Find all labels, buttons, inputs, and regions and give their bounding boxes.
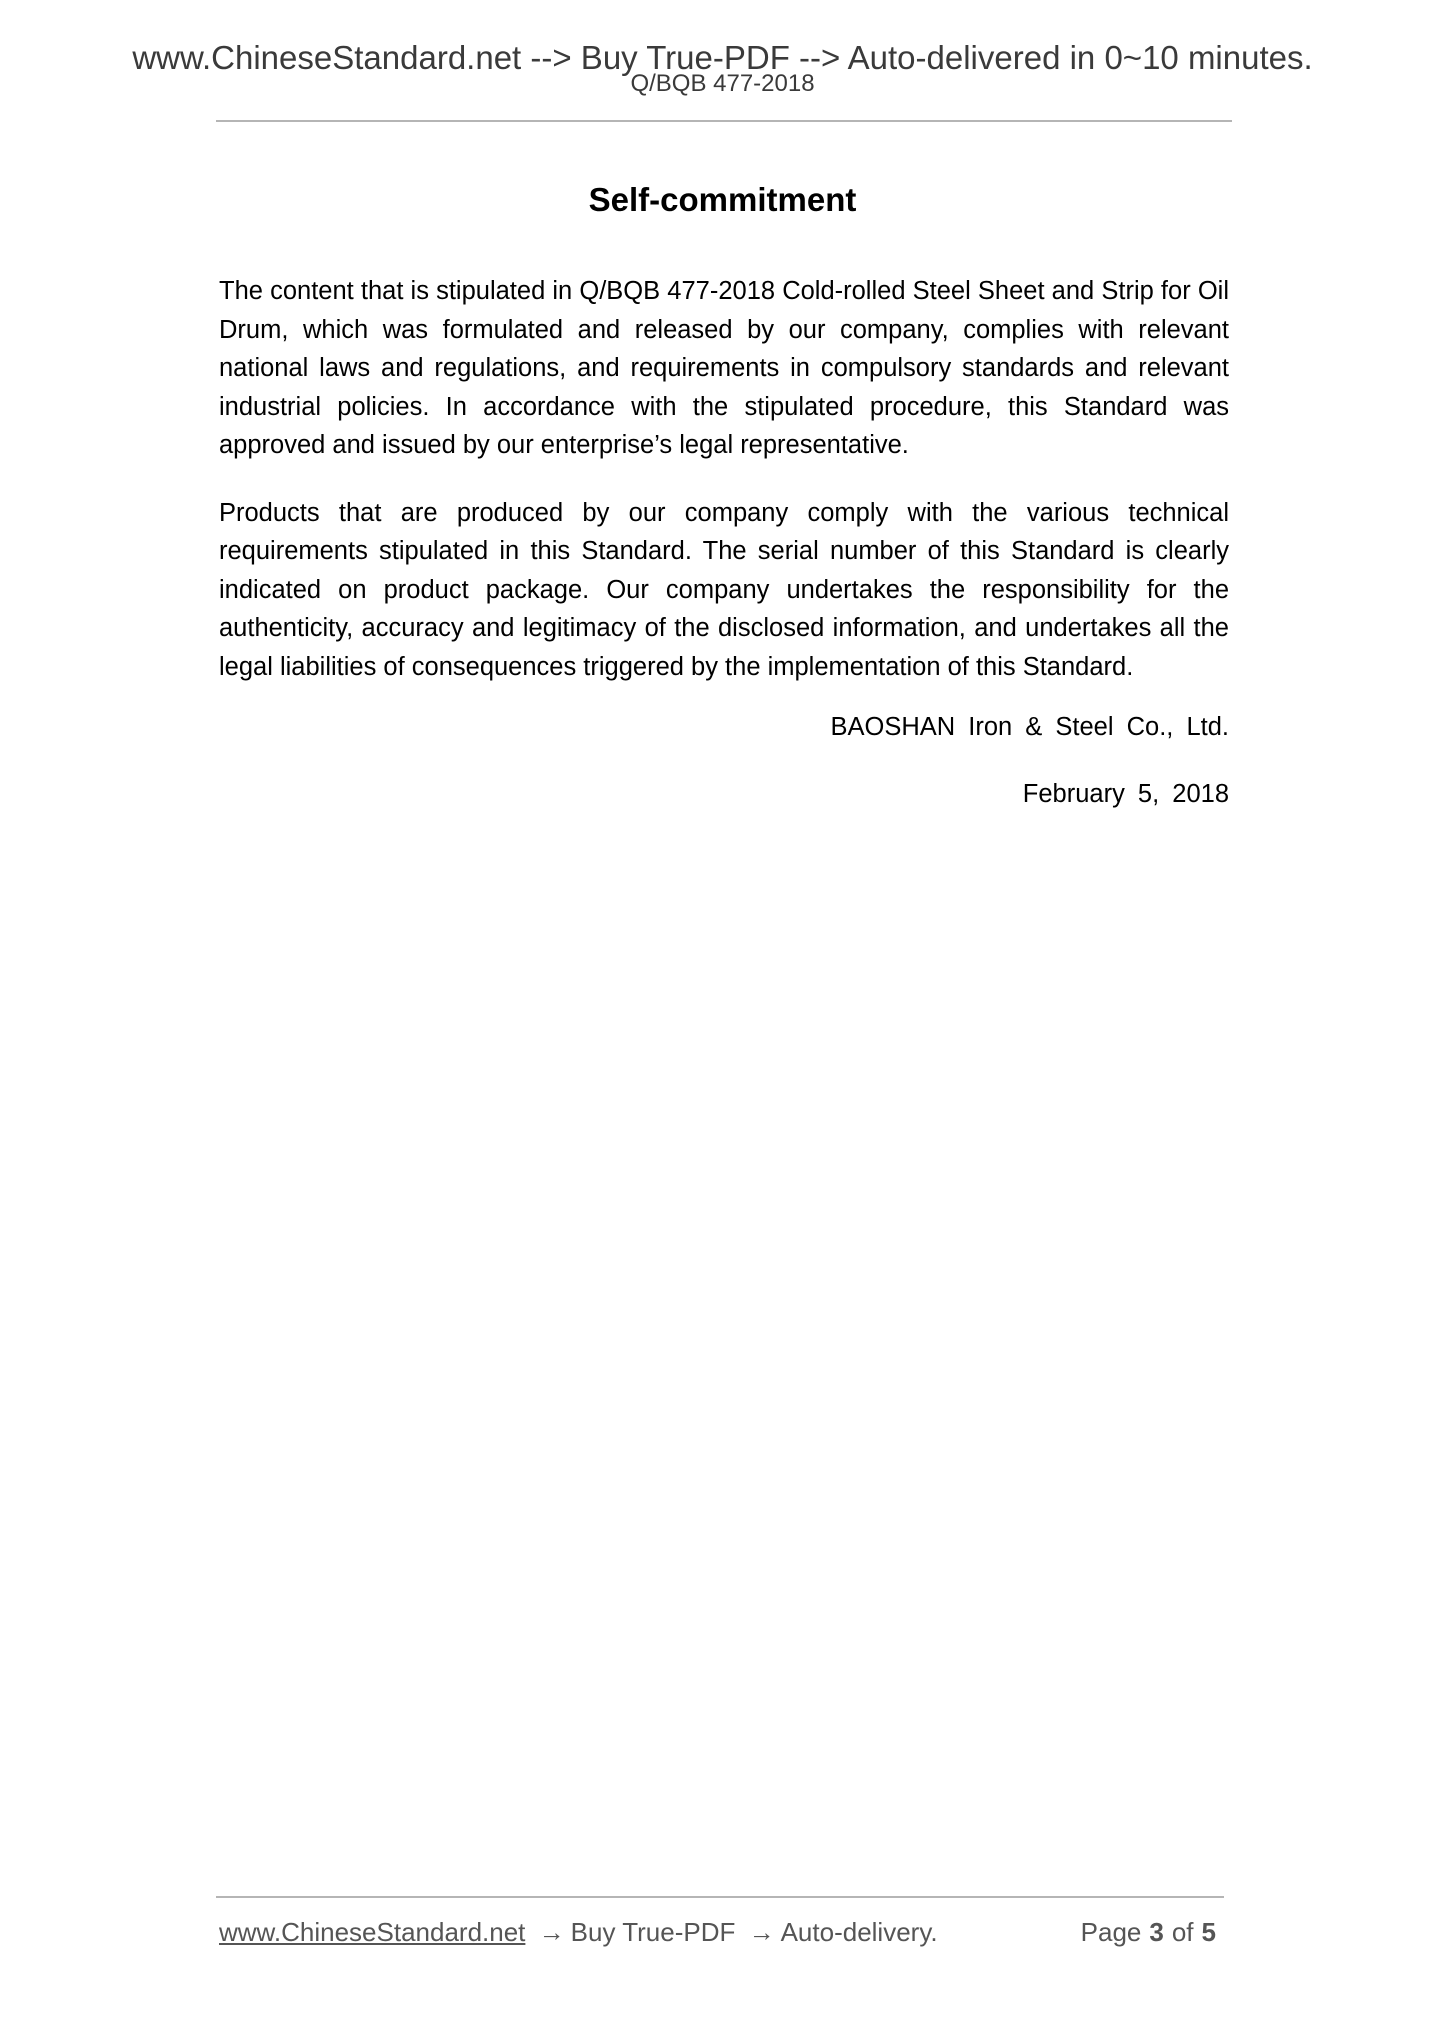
arrow-right-icon: → bbox=[748, 1917, 775, 1947]
paragraph: Products that are produced by our company comply with the various technical requirements stipulated in this Standard. The serial number of this Standard is clearly indicated on product package. Our company undertakes the responsibility for the authenticity, accuracy and legitimacy of the disclosed information, and undertakes all the legal liabilities of consequences triggered by the implementation of this Standard. bbox=[219, 498, 1229, 681]
auto-delivery-text: Auto-delivery. bbox=[780, 1917, 938, 1947]
website-link[interactable]: www.ChineseStandard.net bbox=[219, 1917, 526, 1947]
buy-pdf-text: Buy True-PDF bbox=[570, 1917, 736, 1947]
footer-divider bbox=[216, 1896, 1224, 1898]
page-indicator bbox=[1081, 1915, 1224, 1949]
signature-company: BAOSHAN Iron & Steel Co., Ltd. bbox=[830, 713, 1229, 741]
footer-promo bbox=[219, 1915, 938, 1949]
current-page-number: 3 bbox=[1149, 1917, 1164, 1947]
arrow-right-icon: → bbox=[538, 1917, 565, 1947]
top-banner: www.ChineseStandard.net --> Buy True-PDF --> Auto-delivered in 0~10 minutes. bbox=[132, 39, 1313, 76]
page-label: Page bbox=[1080, 1917, 1142, 1947]
paragraph: The content that is stipulated in Q/BQB 477-2018 Cold-rolled Steel Sheet and Strip for Oil Drum, which was formulated and released by our company, complies with relevant national laws and regulations, and requirements in compulsory standards and relevant industrial policies. In accordance with the stipulated procedure, this Standard was approved and issued by our enterprise’s legal representative. bbox=[219, 277, 1229, 459]
header-divider bbox=[216, 120, 1232, 122]
document-body bbox=[219, 272, 1229, 715]
standard-code-header: Q/BQB 477-2018 bbox=[630, 70, 815, 97]
of-label: of bbox=[1171, 1917, 1194, 1947]
page-title: Self-commitment bbox=[588, 181, 857, 218]
total-page-count: 5 bbox=[1201, 1917, 1216, 1947]
signature-date: February 5, 2018 bbox=[1022, 780, 1229, 808]
